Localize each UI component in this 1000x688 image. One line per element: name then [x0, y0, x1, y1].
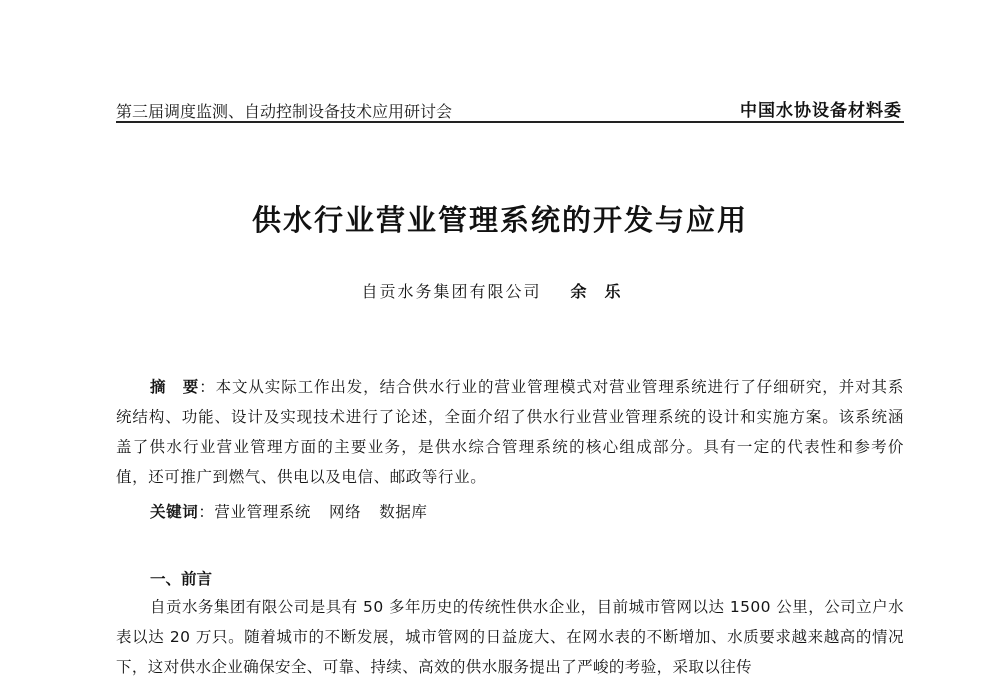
abstract-label: 摘 要: [150, 378, 200, 396]
running-head: [116, 96, 904, 122]
byline: [0, 279, 1000, 302]
keywords-separator: ：: [198, 503, 215, 521]
abstract: [116, 372, 904, 492]
keywords-label: 关键词: [150, 503, 199, 521]
author-affiliation: 自贡水务集团有限公司: [361, 282, 542, 301]
paper-title: 供水行业营业管理系统的开发与应用: [251, 203, 748, 237]
body-paragraph: 自贡水务集团有限公司是具有 50 多年历史的传统性供水企业，目前城市管网以达 1500 公里，公司立户水表以达 20 万只。随着城市的不断发展，城市管网的日益庞大、在网水表的不断增加、水质要求越来越高的情况下，这对供水企业确保安全、可靠、持续、高效的供水服务提出了严峻的考验，采取以往传: [116, 598, 904, 676]
running-head-conference: 第三届调度监测、自动控制设备技术应用研讨会: [116, 102, 453, 121]
keywords: [150, 500, 446, 522]
running-head-organization: 中国水协设备材料委: [740, 101, 902, 121]
keyword: 网络: [329, 503, 362, 521]
keyword: 营业管理系统: [214, 503, 312, 521]
author-name: 余乐: [570, 282, 639, 301]
keyword: 数据库: [379, 503, 428, 521]
abstract-text: ：本文从实际工作出发，结合供水行业的营业管理模式对营业管理系统进行了仔细研究，并对其系统结构、功能、设计及实现技术进行了论述，全面介绍了供水行业营业管理系统的设计和实施方案。该系统涵盖了供水行业营业管理方面的主要业务，是供水综合管理系统的核心组成部分。具有一定的代表性和参考价值，还可推广到燃气、供电以及电信、邮政等行业。: [116, 378, 904, 486]
section-heading: 一、前言: [150, 570, 213, 588]
header-rule: [116, 121, 904, 123]
